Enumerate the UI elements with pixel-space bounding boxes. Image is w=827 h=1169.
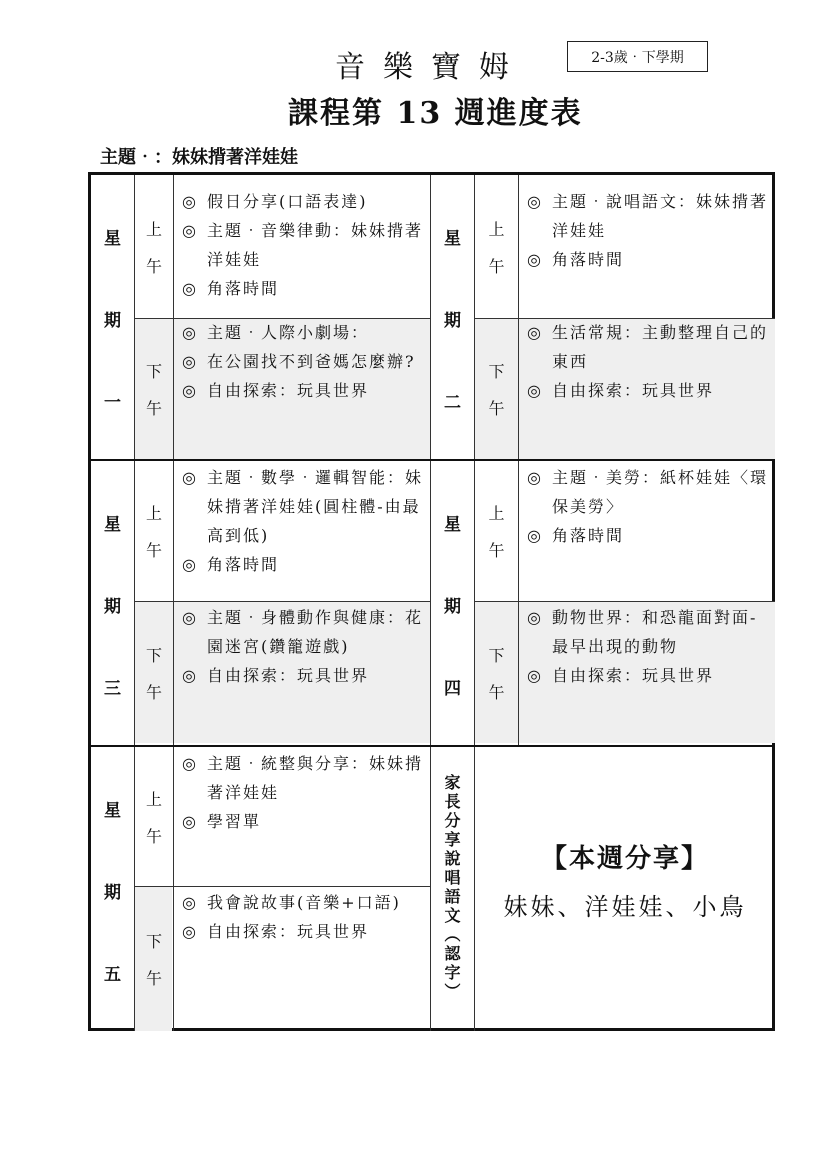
list-item: ◎ 學習單 bbox=[182, 812, 262, 831]
theme-line: 主題‧：妹妹揹著洋娃娃 bbox=[100, 147, 298, 168]
list-item: ◎ 主題‧音樂律動：妹妹揹著洋娃娃 bbox=[182, 221, 424, 269]
list-item: ◎ 主題‧美勞：紙杯娃娃〈環保美勞〉 bbox=[527, 468, 769, 516]
day-label-fri: 星 期 五 bbox=[104, 800, 121, 985]
mon-pm-content bbox=[174, 316, 430, 405]
list-item: ◎ 我會說故事(音樂+口語) bbox=[182, 893, 401, 912]
schedule-table bbox=[88, 172, 775, 1031]
wed-pm-content bbox=[174, 601, 430, 690]
thu-pm-period: 下 午 bbox=[488, 646, 505, 702]
list-item: ◎ 生活常規：主動整理自己的東西 bbox=[527, 323, 769, 371]
tue-pm-content bbox=[519, 316, 775, 405]
mon-pm-period: 下 午 bbox=[145, 361, 162, 418]
thu-am-period: 上 午 bbox=[488, 504, 505, 560]
list-item: ◎ 主題‧人際小劇場： bbox=[182, 323, 370, 342]
wed-am-content bbox=[174, 461, 430, 579]
tue-am-period: 上 午 bbox=[488, 219, 505, 276]
list-item: ◎ 主題‧說唱語文：妹妹揹著洋娃娃 bbox=[527, 192, 769, 240]
list-item: ◎ 角落時間 bbox=[527, 250, 625, 269]
weekly-share bbox=[475, 815, 775, 945]
list-item: ◎ 假日分享(口語表達) bbox=[182, 192, 368, 211]
mon-am-period: 上 午 bbox=[145, 219, 162, 276]
list-item: ◎ 自由探索：玩具世界 bbox=[527, 666, 715, 685]
mon-am-content bbox=[174, 185, 430, 303]
day-label-thu: 星 期 四 bbox=[444, 514, 461, 699]
age-badge: 2-3歲‧下學期 bbox=[567, 41, 708, 72]
list-item: ◎ 自由探索：玩具世界 bbox=[182, 922, 370, 941]
list-item: ◎ 在公園找不到爸媽怎麼辦? bbox=[182, 352, 416, 371]
parent-share-vertical-label: 家 長 分 享 說 唱 語 文 ︵ 認 字 ︶ bbox=[444, 773, 461, 1001]
weekly-share-words: 妹妹、洋娃娃、小鳥 bbox=[503, 893, 747, 921]
list-item: ◎ 角落時間 bbox=[182, 279, 280, 298]
tue-pm-period: 下 午 bbox=[488, 361, 505, 418]
wed-pm-period: 下 午 bbox=[145, 646, 162, 702]
thu-am-content bbox=[519, 461, 775, 550]
tue-am-content bbox=[519, 185, 775, 274]
fri-pm-period: 下 午 bbox=[145, 931, 162, 988]
list-item: ◎ 自由探索：玩具世界 bbox=[182, 666, 370, 685]
list-item: ◎ 自由探索：玩具世界 bbox=[182, 381, 370, 400]
list-item: ◎ 動物世界：和恐龍面對面-最早出現的動物 bbox=[527, 608, 758, 656]
list-item: ◎ 角落時間 bbox=[527, 526, 625, 545]
list-item: ◎ 角落時間 bbox=[182, 555, 280, 574]
weekly-share-title: 【本週分享】 bbox=[540, 844, 709, 874]
day-label-mon: 星 期 一 bbox=[104, 228, 121, 413]
fri-am-period: 上 午 bbox=[145, 789, 162, 846]
list-item: ◎ 主題‧數學‧邏輯智能：妹妹揹著洋娃娃(圓柱體-由最高到低) bbox=[182, 468, 424, 545]
thu-pm-content bbox=[519, 601, 775, 690]
list-item: ◎ 主題‧統整與分享：妹妹揹著洋娃娃 bbox=[182, 754, 424, 802]
doc-title: 音樂寶姆 bbox=[335, 50, 527, 85]
day-label-tue: 星 期 二 bbox=[444, 228, 461, 413]
week-title: 課程第 13 週進度表 bbox=[288, 96, 583, 131]
fri-pm-content bbox=[174, 886, 430, 946]
list-item: ◎ 主題‧身體動作與健康：花園迷宮(鑽籠遊戲) bbox=[182, 608, 424, 656]
fri-am-content bbox=[174, 747, 430, 836]
wed-am-period: 上 午 bbox=[145, 504, 162, 560]
list-item: ◎ 自由探索：玩具世界 bbox=[527, 381, 715, 400]
day-label-wed: 星 期 三 bbox=[104, 514, 121, 699]
